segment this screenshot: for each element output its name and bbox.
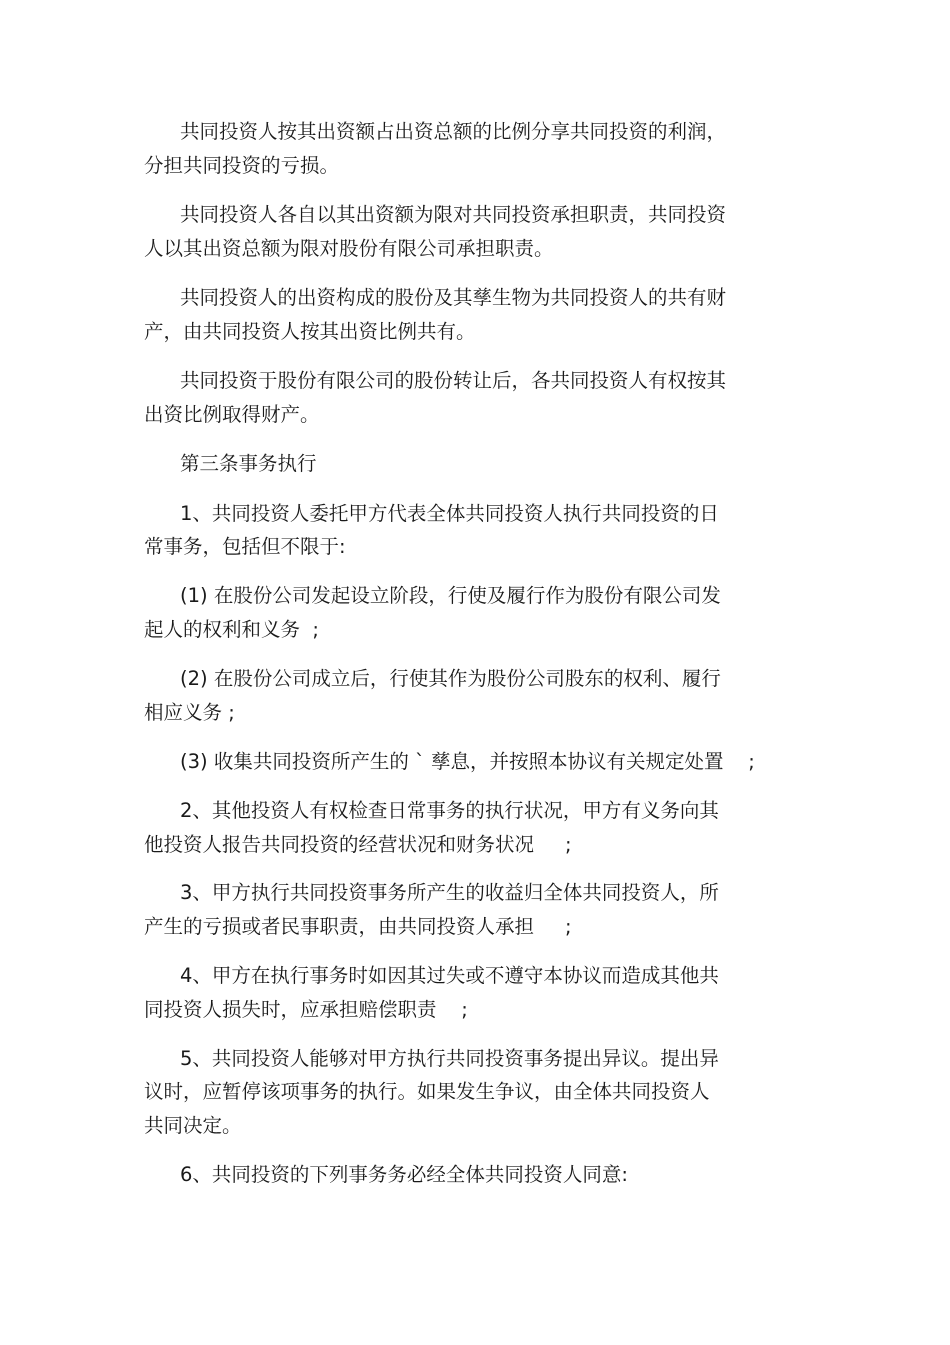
paragraph-line: 起人的权利和义务 ; <box>144 618 319 641</box>
paragraph-line: 同投资人损失时，应承担赔偿职责 ; <box>144 998 468 1021</box>
paragraph-line: 1、共同投资人委托甲方代表全体共同投资人执行共同投资的日 <box>180 502 719 525</box>
paragraph-line: 3、甲方执行共同投资事务所产生的收益归全体共同投资人，所 <box>180 881 719 904</box>
paragraph-line: 常事务，包括但不限于: <box>144 535 346 558</box>
paragraph-line: 4、甲方在执行事务时如因其过失或不遵守本协议而造成其他共 <box>180 964 719 987</box>
paragraph-line: 相应义务 ; <box>144 701 235 724</box>
paragraph-line: (3) 收集共同投资所产生的 ` 孳息，并按照本协议有关规定处置 ; <box>180 750 755 773</box>
paragraph-line: 他投资人报告共同投资的经营状况和财务状况 ; <box>144 833 572 856</box>
paragraph-line: 产生的亏损或者民事职责，由共同投资人承担 ; <box>144 915 572 938</box>
paragraph-line: 共同投资人的出资构成的股份及其孳生物为共同投资人的共有财 <box>180 286 727 309</box>
paragraph-line: 议时，应暂停该项事务的执行。如果发生争议，由全体共同投资人 <box>144 1080 710 1103</box>
paragraph-line: 2、其他投资人有权检查日常事务的执行状况，甲方有义务向其 <box>180 799 719 822</box>
paragraph-line: (2) 在股份公司成立后，行使其作为股份公司股东的权利、履行 <box>180 667 721 690</box>
paragraph-line: (1) 在股份公司发起设立阶段，行使及履行作为股份有限公司发 <box>180 584 721 607</box>
paragraph-line: 6、共同投资的下列事务务必经全体共同投资人同意: <box>180 1163 628 1186</box>
paragraph-line: 5、共同投资人能够对甲方执行共同投资事务提出异议。提出异 <box>180 1047 719 1070</box>
paragraph-line: 产，由共同投资人按其出资比例共有。 <box>144 320 476 343</box>
paragraph-line: 共同投资于股份有限公司的股份转让后，各共同投资人有权按其 <box>180 369 727 392</box>
paragraph-line: 分担共同投资的亏损。 <box>144 154 340 177</box>
paragraph-line: 共同投资人各自以其出资额为限对共同投资承担职责，共同投资 <box>180 203 727 226</box>
paragraph-line: 出资比例取得财产。 <box>144 403 320 426</box>
paragraph-line: 人以其出资总额为限对股份有限公司承担职责。 <box>144 237 554 260</box>
section-heading: 第三条事务执行 <box>180 452 317 475</box>
paragraph-line: 共同决定。 <box>144 1114 242 1137</box>
paragraph-line: 共同投资人按其出资额占出资总额的比例分享共同投资的利润， <box>180 120 727 143</box>
